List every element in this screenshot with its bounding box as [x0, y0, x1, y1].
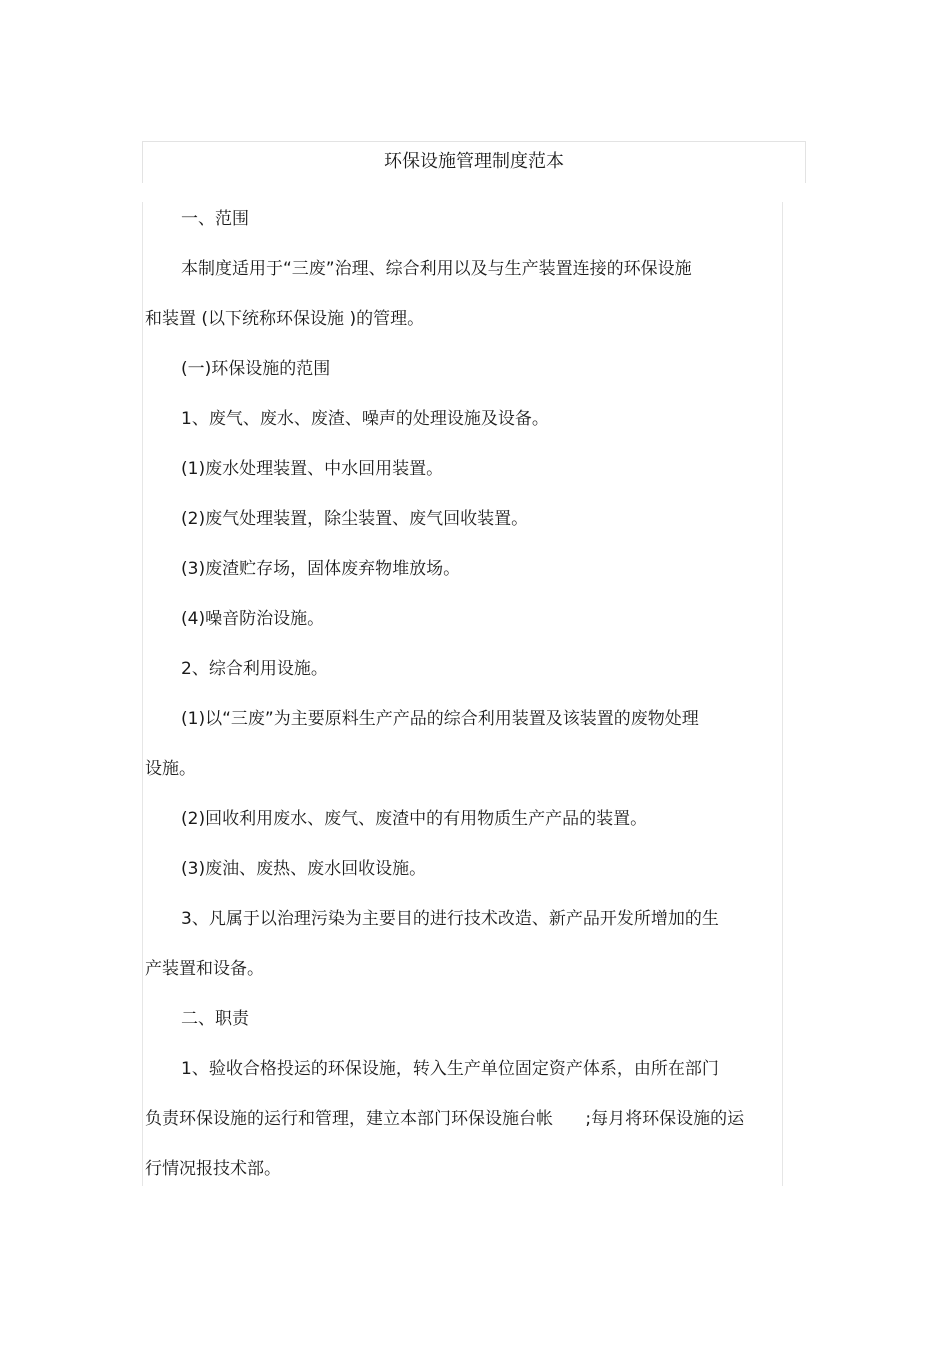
list-item: 1、废气、废水、废渣、噪声的处理设施及设备。: [181, 409, 549, 429]
list-item: (3)废渣贮存场，固体废弃物堆放场。: [181, 559, 461, 579]
paragraph-line: 产装置和设备。: [145, 959, 264, 979]
section-heading-duties: 二、职责: [181, 1009, 249, 1029]
paragraph-line: 和装置 (以下统称环保设施 )的管理。: [145, 309, 425, 329]
list-item: (4)噪音防治设施。: [181, 609, 325, 629]
document-title: 环保设施管理制度范本: [384, 151, 564, 172]
document-body: [142, 202, 783, 1186]
section-heading-scope: 一、范围: [181, 209, 249, 229]
list-item: (2)回收利用废水、废气、废渣中的有用物质生产产品的装置。: [181, 809, 648, 829]
subsection-heading: (一)环保设施的范围: [181, 359, 331, 379]
list-item: (1)废水处理装置、中水回用装置。: [181, 459, 444, 479]
list-item: 2、综合利用设施。: [181, 659, 328, 679]
paragraph-line: 本制度适用于“三废”治理、综合利用以及与生产装置连接的环保设施: [181, 259, 692, 279]
title-frame: [142, 141, 806, 183]
paragraph-line: 行情况报技术部。: [145, 1159, 281, 1179]
list-item: (2)废气处理装置，除尘装置、废气回收装置。: [181, 509, 529, 529]
list-item: 1、验收合格投运的环保设施，转入生产单位固定资产体系，由所在部门: [181, 1059, 719, 1079]
list-item: (3)废油、废热、废水回收设施。: [181, 859, 427, 879]
list-item: (1)以“三废”为主要原料生产产品的综合利用装置及该装置的废物处理: [181, 709, 699, 729]
paragraph-line: 设施。: [145, 759, 196, 779]
paragraph-line: 负责环保设施的运行和管理，建立本部门环保设施台帐 ;每月将环保设施的运: [145, 1109, 745, 1129]
list-item: 3、凡属于以治理污染为主要目的进行技术改造、新产品开发所增加的生: [181, 909, 719, 929]
